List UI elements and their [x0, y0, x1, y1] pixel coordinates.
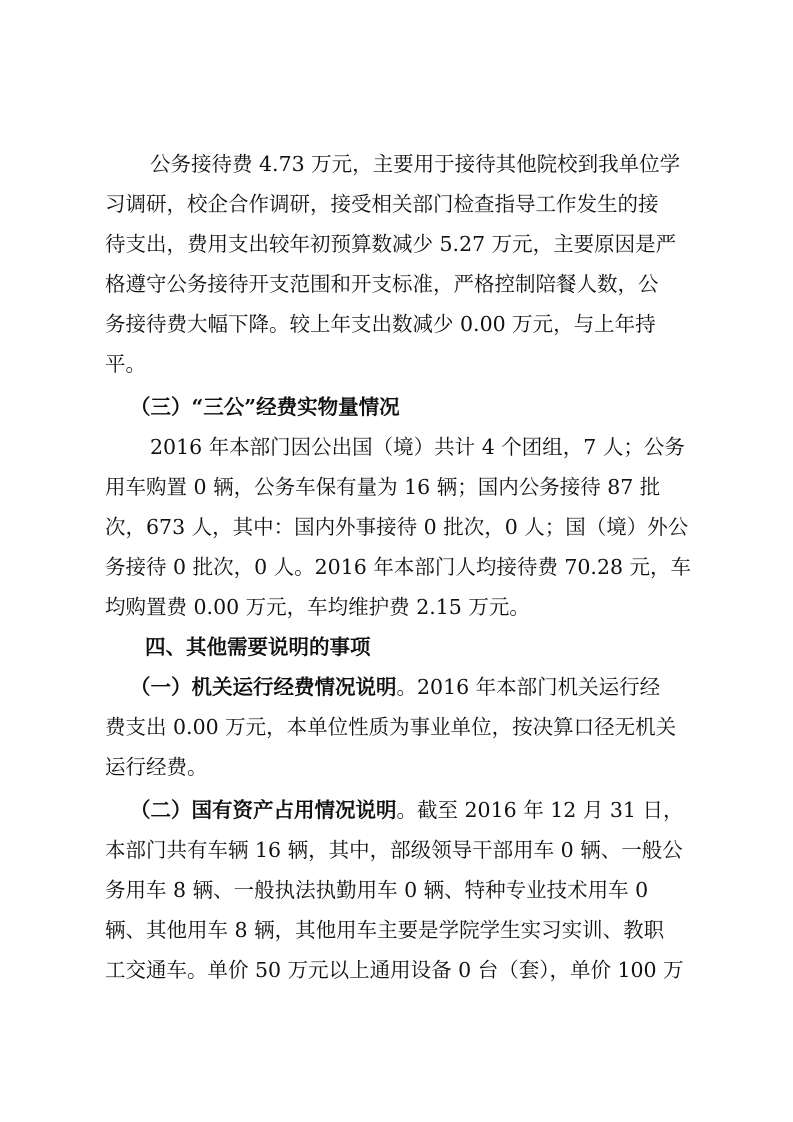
- text-line: 务用车 8 辆、一般执法执勤用车 0 辆、特种专业技术用车 0: [105, 878, 649, 902]
- text-run: 。截至 2016 年 12 月 31 日，: [396, 798, 684, 822]
- text-line: 辆、其他用车 8 辆，其他用车主要是学院学生实习实训、教职: [105, 918, 665, 942]
- text-line: 2016 年本部门因公出国（境）共计 4 个团组，7 人；公务: [150, 435, 685, 459]
- text-line: 工交通车。单价 50 万元以上通用设备 0 台（套），单价 100 万: [105, 958, 684, 982]
- text-line: 务接待 0 批次，0 人。2016 年本部门人均接待费 70.28 元，车: [105, 555, 692, 579]
- text-line: 待支出，费用支出较年初预算数减少 5.27 万元，主要原因是严: [105, 232, 677, 256]
- text-line: 运行经费。: [105, 755, 208, 779]
- subsection-title: （二）国有资产占用情况说明: [130, 798, 397, 822]
- text-line: 习调研，校企合作调研，接受相关部门检查指导工作发生的接: [105, 192, 659, 216]
- text-line: 公务接待费 4.73 万元，主要用于接待其他院校到我单位学: [150, 152, 681, 176]
- text-line: 费支出 0.00 万元，本单位性质为事业单位，按决算口径无机关: [105, 715, 677, 739]
- text-line: 次，673 人，其中：国内外事接待 0 批次，0 人；国（境）外公: [105, 515, 689, 539]
- subsection-title: （一）机关运行经费情况说明: [130, 675, 397, 699]
- section-heading-other-matters: 四、其他需要说明的事项: [145, 635, 371, 659]
- text-line: [130, 796, 683, 824]
- text-line: 用车购置 0 辆，公务车保有量为 16 辆；国内公务接待 87 批: [105, 475, 661, 499]
- text-line: 本部门共有车辆 16 辆，其中，部级领导干部用车 0 辆、一般公: [105, 838, 683, 862]
- text-run: 。2016 年本部门机关运行经: [396, 675, 661, 699]
- section-heading-sangong: （三）“三公”经费实物量情况: [130, 395, 400, 419]
- text-line: 平。: [105, 352, 146, 376]
- text-line: 均购置费 0.00 万元，车均维护费 2.15 万元。: [105, 595, 530, 619]
- text-line: [130, 673, 660, 701]
- text-line: 务接待费大幅下降。较上年支出数减少 0.00 万元，与上年持: [105, 312, 656, 336]
- text-line: 格遵守公务接待开支范围和开支标准，严格控制陪餐人数，公: [105, 272, 659, 296]
